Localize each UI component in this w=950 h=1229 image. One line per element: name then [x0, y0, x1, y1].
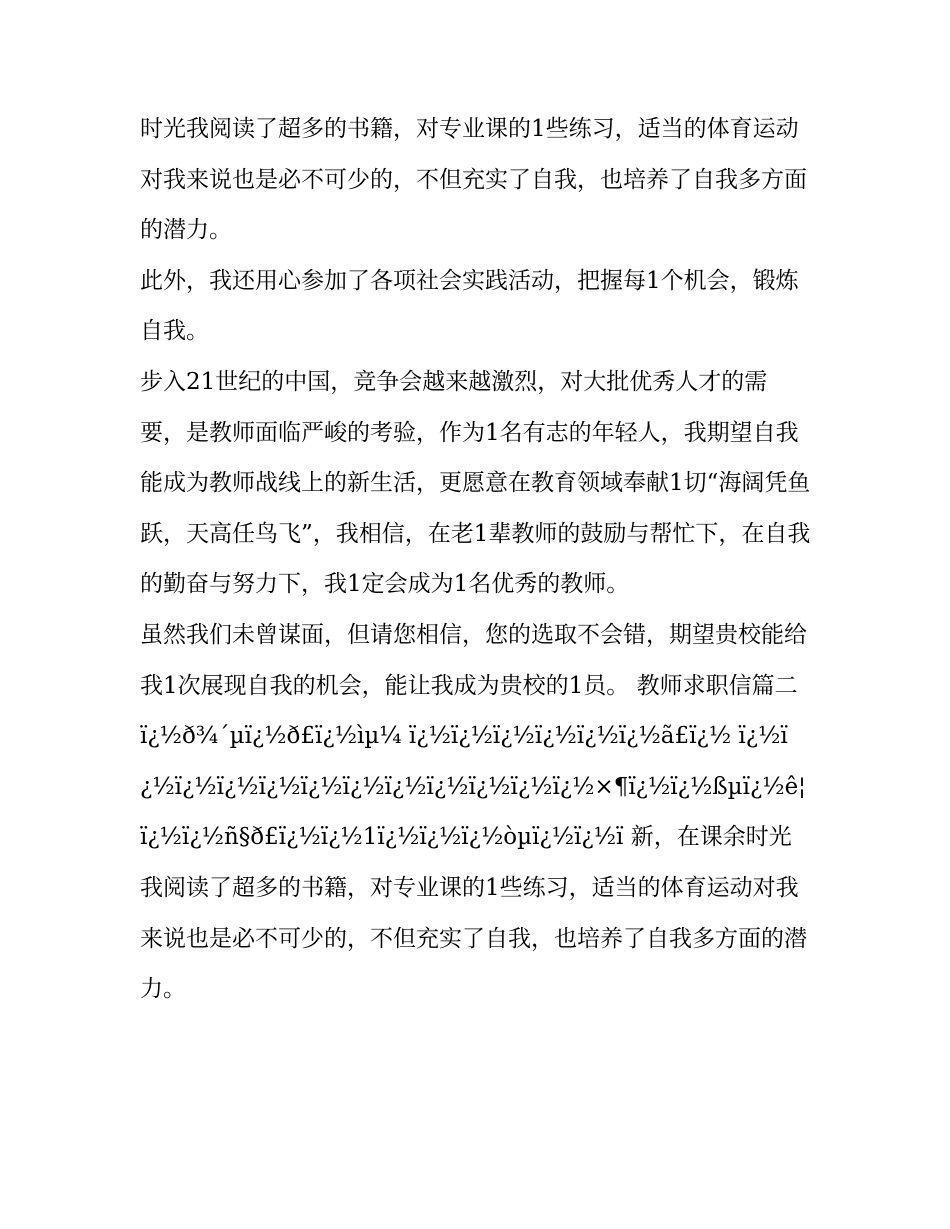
- document-body: [140, 104, 812, 1015]
- paragraph-social-practice: 此外，我还用心参加了各项社会实践活动，把握每1个机会，锻炼自我。: [140, 267, 799, 345]
- paragraph-closing-and-letter-two: 虽然我们未曾谋面，但请您相信，您的选取不会错，期望贵校能给我1次展现自我的机会，能让我成为贵校的1员。 教师求职信篇二 ï¿½ð¾´µï¿½ð£ï¿½ìµ¼ ï¿½ï¿½ï¿½ï¿½ï¿½ï¿½ã£ï¿½ ï¿½ï¿½ï¿½ï¿½ï¿½ï¿½ï¿½ï¿½ï¿½ï¿½ï¿½ï¿½×¶ï¿½ï¿½ßµï¿½ê¦ï¿½ï¿½ñ§ð£ï¿½ï¿½1ï¿½ï¿½ï¿½òµï¿½ï¿½ï 新，在课余时光我阅读了超多的书籍，对专业课的1些练习，适当的体育运动对我来说也是必不可少的，不但充实了自我，也培养了自我多方面的潜力。: [140, 621, 807, 1003]
- paragraph-career-aspiration: 步入21世纪的中国，竞争会越来越激烈，对大批优秀人才的需要，是教师面临严峻的考验，作为1名有志的年轻人，我期望自我能成为教师战线上的新生活，更愿意在教育领域奉献1切“海阔凭鱼跃，天高任鸟飞”，我相信，在老1辈教师的鼓励与帮忙下，在自我的勤奋与努力下，我1定会成为1名优秀的教师。: [140, 368, 811, 598]
- paragraph-study-and-sports: 时光我阅读了超多的书籍，对专业课的1些练习，适当的体育运动对我来说也是必不可少的，不但充实了自我，也培养了自我多方面的潜力。: [140, 116, 807, 244]
